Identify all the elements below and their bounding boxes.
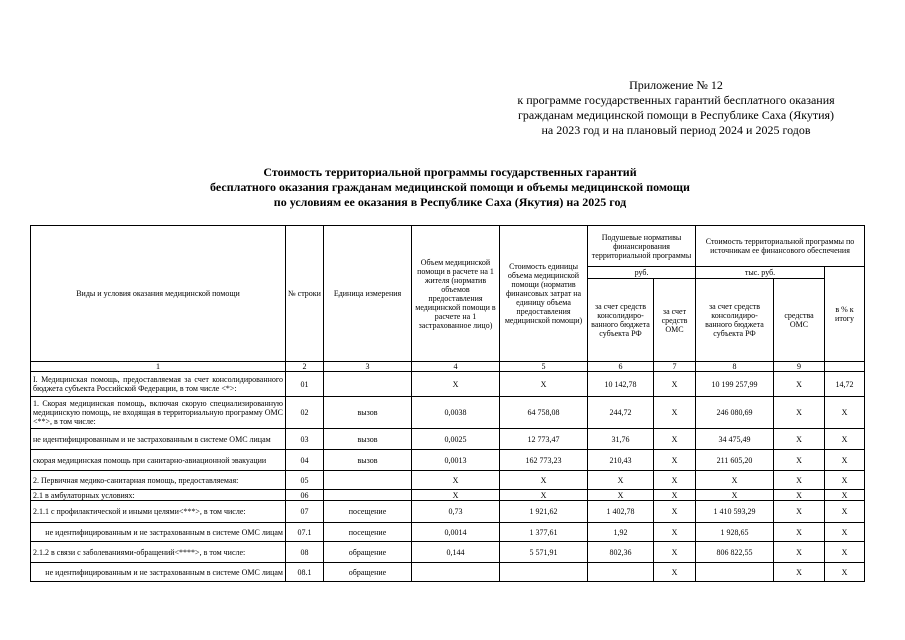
row-number: 08.1 — [286, 563, 324, 582]
header-col7: за счет средств консолидиро-ванного бюджета субъекта РФ — [696, 279, 774, 362]
row-budget-per-capita: 244,72 — [588, 397, 654, 429]
row-oms-per-capita: X — [654, 542, 696, 563]
row-cost: 64 758,08 — [500, 397, 588, 429]
row-budget-per-capita: 31,76 — [588, 429, 654, 450]
row-budget-per-capita: X — [588, 471, 654, 490]
table-row — [31, 471, 865, 490]
header-per-capita: Подушевые нормативы финансирования территориальной программы — [588, 226, 696, 267]
row-number: 01 — [286, 372, 324, 397]
cost-table — [30, 225, 865, 582]
table-row — [31, 490, 865, 501]
header-rub: руб. — [588, 267, 696, 279]
row-number: 03 — [286, 429, 324, 450]
row-oms-per-capita: X — [654, 397, 696, 429]
col-number: 1 — [31, 362, 286, 372]
row-budget-total: X — [696, 471, 774, 490]
row-name: I. Медицинская помощь, предоставляемая за счет консолидированного бюджета субъекта Российской Федерации, в том числе <*>: — [31, 372, 286, 397]
header-cost-unit: Стоимость единицы объема медицинской помощи (норматив финансовых затрат на единицу объема предоставления медицинской помощи) — [500, 226, 588, 362]
row-oms-per-capita: X — [654, 471, 696, 490]
row-unit: вызов — [324, 450, 412, 471]
row-cost: 1 377,61 — [500, 523, 588, 542]
row-cost: 1 921,62 — [500, 501, 588, 523]
col-number — [825, 362, 865, 372]
row-unit: посещение — [324, 523, 412, 542]
header-program-cost: Стоимость территориальной программы по источникам ее финансового обеспечения — [696, 226, 865, 267]
row-budget-total: 211 605,20 — [696, 450, 774, 471]
row-volume: 0,0038 — [412, 397, 500, 429]
row-budget-total: 246 080,69 — [696, 397, 774, 429]
col-number: 7 — [654, 362, 696, 372]
header-col9: в % к итогу — [825, 267, 865, 362]
row-name: скорая медицинская помощь при санитарно-авиационной эвакуации — [31, 450, 286, 471]
row-budget-total: 10 199 257,99 — [696, 372, 774, 397]
row-volume: 0,0025 — [412, 429, 500, 450]
row-percent: X — [825, 563, 865, 582]
row-oms-per-capita: X — [654, 490, 696, 501]
col-number: 3 — [324, 362, 412, 372]
row-budget-total: 1 410 593,29 — [696, 501, 774, 523]
row-oms-per-capita: X — [654, 450, 696, 471]
row-oms-per-capita: X — [654, 501, 696, 523]
row-cost: 162 773,23 — [500, 450, 588, 471]
row-oms-per-capita: X — [654, 372, 696, 397]
row-percent: X — [825, 450, 865, 471]
col-number: 5 — [500, 362, 588, 372]
appendix-block — [470, 78, 882, 138]
row-unit — [324, 372, 412, 397]
header-col5: за счет средств консолидиро-ванного бюджета субъекта РФ — [588, 279, 654, 362]
row-percent: X — [825, 471, 865, 490]
row-budget-per-capita: X — [588, 490, 654, 501]
row-unit — [324, 490, 412, 501]
row-name: не идентифицированным и не застрахованным в системе ОМС лицам — [31, 429, 286, 450]
row-oms-total: X — [774, 542, 825, 563]
row-name: не идентифицированным и не застрахованным в системе ОМС лицам — [31, 563, 286, 582]
col-number: 4 — [412, 362, 500, 372]
row-volume: X — [412, 372, 500, 397]
row-budget-per-capita: 802,36 — [588, 542, 654, 563]
row-volume: X — [412, 490, 500, 501]
row-oms-total: X — [774, 450, 825, 471]
row-cost: X — [500, 471, 588, 490]
row-percent: X — [825, 490, 865, 501]
title-line: Стоимость территориальной программы государственных гарантий — [263, 165, 637, 179]
row-budget-per-capita: 1 402,78 — [588, 501, 654, 523]
header-kinds: Виды и условия оказания медицинской помощи — [31, 226, 286, 362]
row-budget-total — [696, 563, 774, 582]
row-oms-per-capita: X — [654, 523, 696, 542]
title-line: бесплатного оказания гражданам медицинской помощи и объемы медицинской помощи — [210, 180, 690, 194]
row-cost: 5 571,91 — [500, 542, 588, 563]
table-row — [31, 501, 865, 523]
row-oms-total: X — [774, 523, 825, 542]
row-oms-total: X — [774, 471, 825, 490]
header-col6: за счет средств ОМС — [654, 279, 696, 362]
row-budget-total: X — [696, 490, 774, 501]
row-budget-total: 806 822,55 — [696, 542, 774, 563]
row-oms-per-capita: X — [654, 429, 696, 450]
appendix-line: к программе государственных гарантий бесплатного оказания — [517, 93, 835, 107]
row-budget-total: 1 928,65 — [696, 523, 774, 542]
row-name: 2. Первичная медико-санитарная помощь, предоставляемая: — [31, 471, 286, 490]
row-name: 2.1 в амбулаторных условиях: — [31, 490, 286, 501]
row-number: 08 — [286, 542, 324, 563]
row-number: 05 — [286, 471, 324, 490]
header-unit: Единица измерения — [324, 226, 412, 362]
table-row — [31, 523, 865, 542]
col-number: 8 — [696, 362, 774, 372]
row-name: не идентифицированным и не застрахованным в системе ОМС лицам — [31, 523, 286, 542]
col-number: 2 — [286, 362, 324, 372]
table-row — [31, 397, 865, 429]
row-percent: X — [825, 429, 865, 450]
row-name: 2.1.1 с профилактической и иными целями<***>, в том числе: — [31, 501, 286, 523]
row-oms-total: X — [774, 501, 825, 523]
row-unit: вызов — [324, 397, 412, 429]
row-unit: обращение — [324, 542, 412, 563]
row-volume: 0,144 — [412, 542, 500, 563]
row-volume: 0,0014 — [412, 523, 500, 542]
row-oms-total: X — [774, 372, 825, 397]
row-budget-per-capita: 210,43 — [588, 450, 654, 471]
row-oms-total: X — [774, 490, 825, 501]
row-budget-per-capita: 10 142,78 — [588, 372, 654, 397]
appendix-line: гражданам медицинской помощи в Республике Саха (Якутия) — [517, 108, 835, 122]
row-budget-per-capita: 1,92 — [588, 523, 654, 542]
table-row — [31, 429, 865, 450]
row-number: 04 — [286, 450, 324, 471]
row-number: 07.1 — [286, 523, 324, 542]
row-oms-total: X — [774, 429, 825, 450]
row-oms-per-capita: X — [654, 563, 696, 582]
title-line: по условиям ее оказания в Республике Саха (Якутия) на 2025 год — [273, 195, 627, 209]
row-percent: X — [825, 523, 865, 542]
header-thous-rub: тыс. руб. — [696, 267, 825, 279]
row-percent: X — [825, 397, 865, 429]
row-name: 1. Скорая медицинская помощь, включая скорую специализированную медицинскую помощь, не входящая в территориальную программу ОМС <**>, в том числе: — [31, 397, 286, 429]
appendix-line: Приложение № 12 — [629, 78, 723, 92]
header-row-no: № строки — [286, 226, 324, 362]
row-number: 07 — [286, 501, 324, 523]
row-oms-total: X — [774, 397, 825, 429]
table-row — [31, 563, 865, 582]
row-number: 02 — [286, 397, 324, 429]
row-volume — [412, 563, 500, 582]
row-number: 06 — [286, 490, 324, 501]
table-row — [31, 372, 865, 397]
row-percent: X — [825, 542, 865, 563]
row-unit — [324, 471, 412, 490]
header-volume: Объем медицинской помощи в расчете на 1 жителя (норматив объемов предоставления медицинской помощи в расчете на 1 застрахованное лицо) — [412, 226, 500, 362]
row-oms-total: X — [774, 563, 825, 582]
header-col8: средства ОМС — [774, 279, 825, 362]
row-cost: X — [500, 372, 588, 397]
row-unit: обращение — [324, 563, 412, 582]
row-volume: 0,73 — [412, 501, 500, 523]
row-name: 2.1.2 в связи с заболеваниями-обращений<****>, в том числе: — [31, 542, 286, 563]
row-percent: X — [825, 501, 865, 523]
row-volume: X — [412, 471, 500, 490]
row-budget-total: 34 475,49 — [696, 429, 774, 450]
appendix-line: на 2023 год и на плановый период 2024 и 2025 годов — [541, 123, 811, 137]
row-budget-per-capita — [588, 563, 654, 582]
table-row — [31, 450, 865, 471]
row-volume: 0,0013 — [412, 450, 500, 471]
column-number-row — [31, 362, 865, 372]
row-unit: посещение — [324, 501, 412, 523]
document-title — [150, 165, 750, 210]
table-row — [31, 542, 865, 563]
row-unit: вызов — [324, 429, 412, 450]
col-number: 6 — [588, 362, 654, 372]
row-cost: 12 773,47 — [500, 429, 588, 450]
row-percent: 14,72 — [825, 372, 865, 397]
col-number: 9 — [774, 362, 825, 372]
row-cost — [500, 563, 588, 582]
row-cost: X — [500, 490, 588, 501]
